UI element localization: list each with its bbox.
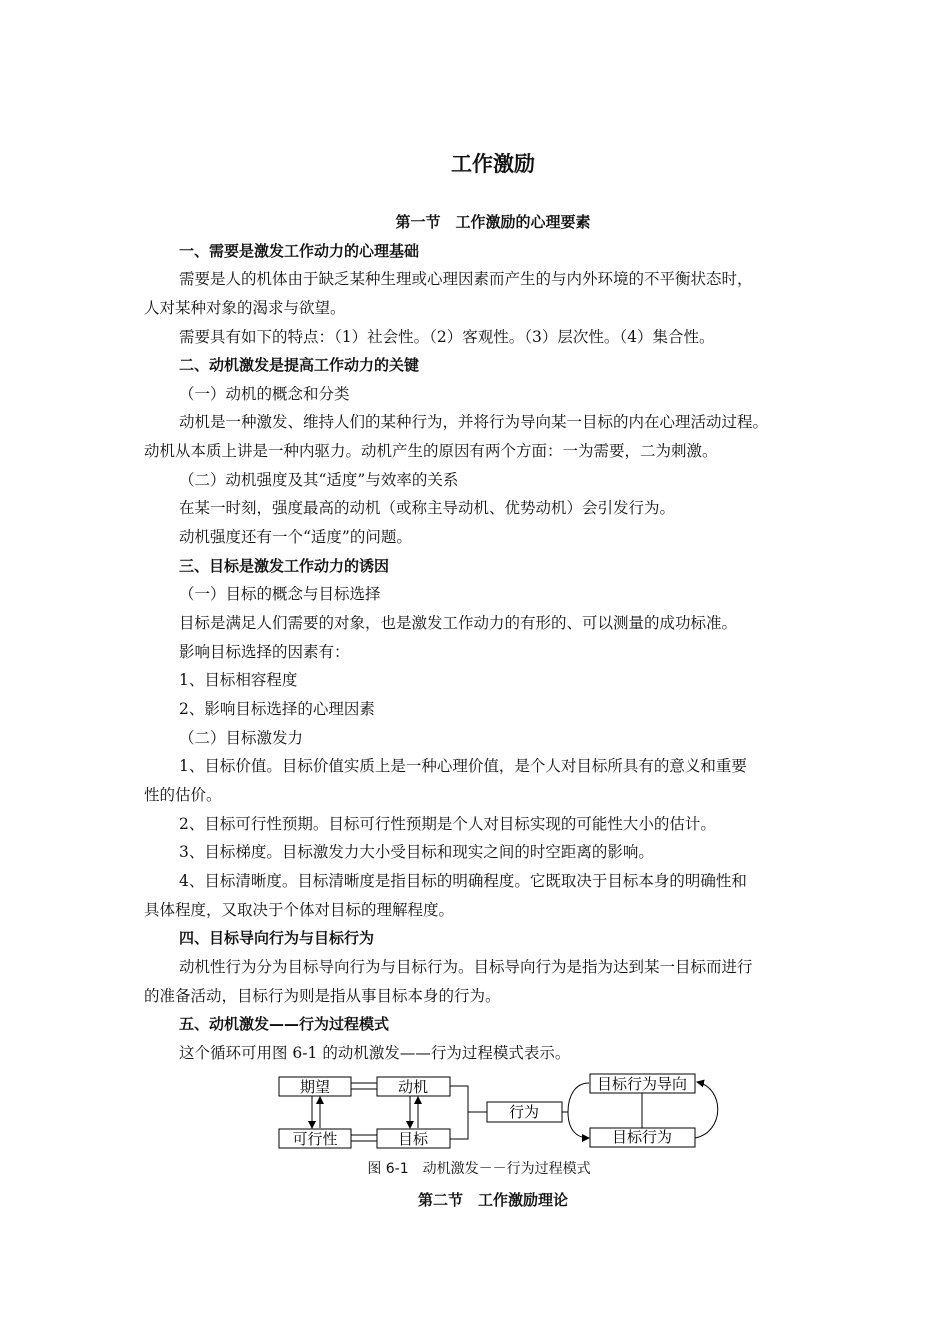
heading-motive: 二、动机激发是提高工作动力的关键 (179, 356, 420, 374)
paragraph-line: 动机性行为分为目标导向行为与目标行为。目标导向行为是指为达到某一目标而进行 (179, 958, 753, 976)
paragraph-line: 目标是满足人们需要的对象，也是激发工作动力的有形的、可以测量的成功标准。 (179, 614, 738, 632)
label-expect: 期望 (299, 1078, 331, 1096)
heading-goal-behavior: 四、目标导向行为与目标行为 (179, 929, 375, 947)
paragraph-line: 人对某种对象的渴求与欲望。 (144, 299, 346, 317)
section-heading-1: 第一节 工作激励的心理要素 (395, 213, 591, 231)
page-title: 工作激励 (451, 152, 535, 176)
process-model-diagram (0, 1066, 950, 1156)
brace-connector (568, 1083, 589, 1138)
connector (450, 1086, 468, 1139)
label-goal-directed: 目标行为导向 (596, 1075, 688, 1093)
heading-need: 一、需要是激发工作动力的心理基础 (179, 242, 420, 260)
subheading: （二）动机强度及其“适度”与效率的关系 (179, 471, 459, 489)
list-item: 2、影响目标选择的心理因素 (179, 700, 375, 718)
paragraph-line: 的准备活动，目标行为则是指从事目标本身的行为。 (144, 987, 501, 1005)
paragraph-line: 动机是一种激发、维持人们的某种行为，并将行为导向某一目标的内在心理活动过程。 (179, 413, 769, 431)
paragraph-line: 影响目标选择的因素有： (179, 643, 350, 661)
section-heading-2: 第二节 工作激励理论 (417, 1191, 568, 1209)
paragraph-line: 需要是人的机体由于缺乏某种生理或心理因素而产生的与内外环境的不平衡状态时， (179, 270, 753, 288)
label-goal-behavior: 目标行为 (611, 1128, 673, 1146)
figure-caption: 图 6-1 动机激发－－行为过程模式 (367, 1161, 591, 1177)
label-behavior: 行为 (508, 1103, 540, 1121)
label-feasibility: 可行性 (292, 1130, 338, 1148)
label-goal: 目标 (397, 1130, 429, 1148)
heading-goal: 三、目标是激发工作动力的诱因 (179, 557, 390, 575)
heading-process-model: 五、动机激发——行为过程模式 (179, 1015, 390, 1033)
cycle-arrow (695, 1082, 718, 1138)
list-item: 1、目标相容程度 (179, 671, 298, 689)
list-item: 4、目标清晰度。目标清晰度是指目标的明确程度。它既取决于目标本身的明确性和 (179, 872, 747, 890)
paragraph-line: 性的估价。 (144, 786, 222, 804)
paragraph-line: 在某一时刻，强度最高的动机（或称主导动机、优势动机）会引发行为。 (179, 499, 676, 517)
list-item: 3、目标梯度。目标激发力大小受目标和现实之间的时空距离的影响。 (179, 843, 654, 861)
list-item: 2、目标可行性预期。目标可行性预期是个人对目标实现的可能性大小的估计。 (179, 815, 716, 833)
label-motive: 动机 (397, 1078, 429, 1096)
paragraph-line: 动机强度还有一个“适度”的问题。 (179, 528, 412, 546)
paragraph-line: 需要具有如下的特点：（1）社会性。（2）客观性。（3）层次性。（4）集合性。 (179, 328, 715, 346)
paragraph-line: 动机从本质上讲是一种内驱力。动机产生的原因有两个方面：一为需要，二为刺激。 (144, 442, 718, 460)
list-item: 1、目标价值。目标价值实质上是一种心理价值，是个人对目标所具有的意义和重要 (179, 757, 747, 775)
paragraph-line: 这个循环可用图 6-1 的动机激发——行为过程模式表示。 (179, 1044, 571, 1062)
paragraph-line: 具体程度，又取决于个体对目标的理解程度。 (144, 901, 455, 919)
subheading: （一）目标的概念与目标选择 (179, 585, 381, 603)
subheading: （一）动机的概念和分类 (179, 385, 350, 403)
subheading: （二）目标激发力 (179, 729, 304, 747)
